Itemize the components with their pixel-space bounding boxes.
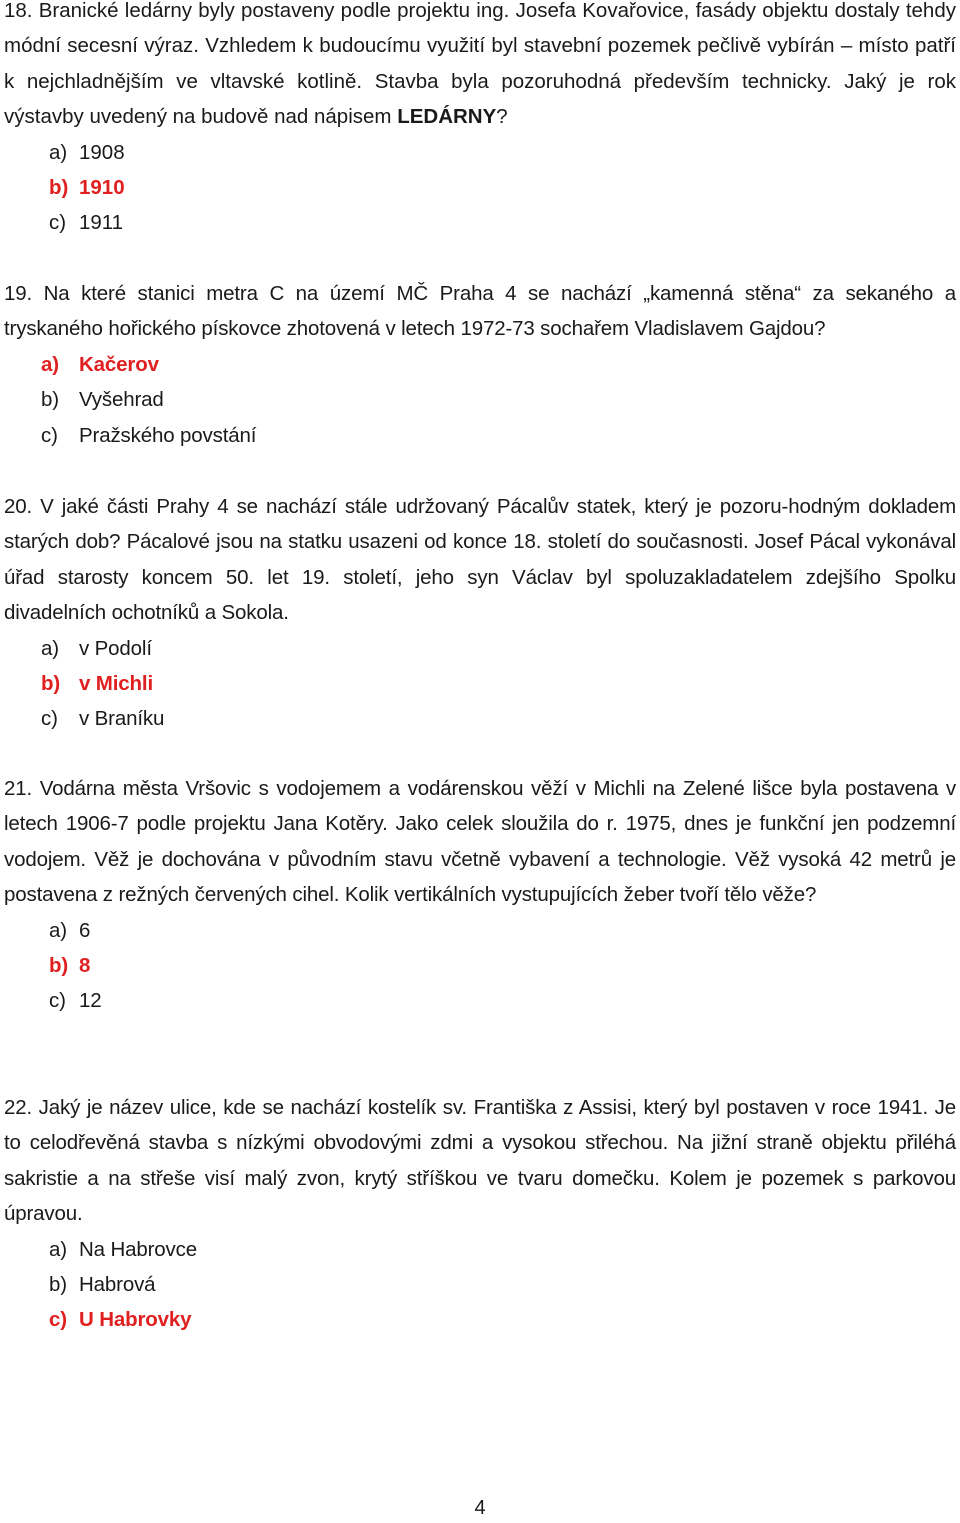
option-letter: b) [41,672,61,696]
question-22 [4,1090,956,1338]
question-21-text: 21. Vodárna města Vršovic s vodojemem a vodárenskou věží v Michli na Zelené lišce byla postavena v letech 1906-7 podle projektu Jana Kotěry. Jako celek sloužila do r. 1975, dnes je funkční jen podzemní vodojem. Věž je dochována v původním stavu včetně vybavení a technologie. Věž vysoká 42 metrů je postavena z režných červených cihel. Kolik vertikálních vystupujících žeber tvoří tělo věže? [4,777,956,907]
option-18-c [4,205,956,240]
option-letter: c) [49,989,66,1013]
question-18-text-main: 18. Branické ledárny byly postaveny podle projektu ing. Josefa Kovařovice, fasády objektu dostaly tehdy módní secesní výraz. Vzhledem k budoucímu využití byl stavební pozemek pečlivě vybírán – místo patří k nejchladnějším ve vltavské kotlině. Stavba byla pozoruhodná především technicky. Jaký je rok výstavby uvedený na budově nad nápisem [4,0,956,129]
option-text: Habrová [79,1273,156,1297]
option-text: v Michli [79,672,153,696]
option-letter: b) [49,1273,67,1297]
question-19-text: 19. Na které stanici metra C na území MČ Praha 4 se nachází „kamenná stěna“ za sekaného a tryskaného hořického pískovce zhotovená v letech 1972-73 sochařem Vladislavem Gajdou? [4,282,956,341]
option-letter: a) [41,636,59,660]
option-22-c-correct [4,1302,956,1337]
option-21-c [4,983,956,1018]
question-18-options [4,135,956,241]
option-20-c [4,701,956,736]
option-text: 1908 [79,140,125,164]
question-19-options [4,347,956,453]
option-19-a-correct [4,347,956,382]
option-letter: a) [49,140,68,164]
question-22-options [4,1232,956,1338]
option-19-c [4,418,956,453]
option-18-b-correct [4,170,956,205]
option-text: Kačerov [79,352,159,376]
option-text: Na Habrovce [79,1237,197,1261]
option-letter: c) [41,423,58,447]
page-number: 4 [474,1497,486,1519]
question-20 [4,489,956,737]
option-letter: b) [49,176,69,200]
question-21 [4,771,956,1019]
option-letter: b) [49,954,69,978]
option-letter: a) [49,918,67,942]
option-letter: c) [49,211,67,235]
option-19-b [4,382,956,417]
question-18-question-mark: ? [496,105,508,129]
question-20-options [4,631,956,737]
option-text: v Podolí [79,636,152,660]
option-text: 6 [79,918,91,942]
option-letter: c) [49,1308,67,1332]
option-text: v Braníku [79,707,165,731]
question-20-text: 20. V jaké části Prahy 4 se nachází stále udržovaný Pácalův statek, který je pozoru-hodným dokladem starých dob? Pácalové jsou na statku usazeni od konce 18. století do současnosti. Josef Pácal vykonával úřad starosty koncem 50. let 19. století, jeho syn Václav byl spoluzakladatelem zdejšího Spolku divadelních ochotníků a Sokola. [4,495,956,625]
option-letter: a) [41,352,59,376]
option-21-a [4,913,956,948]
option-text: 12 [79,989,102,1013]
option-20-b-correct [4,666,956,701]
question-19 [4,276,956,453]
option-21-b-correct [4,948,956,983]
option-text: 1910 [79,176,125,200]
question-18-bold-word: LEDÁRNY [397,105,497,129]
option-text: 1911 [79,211,124,235]
option-text: U Habrovky [79,1308,192,1332]
option-18-a [4,135,956,170]
option-20-a [4,631,956,666]
question-18 [4,0,956,241]
question-18-text [4,0,956,135]
option-letter: a) [49,1237,67,1261]
option-text: Pražského povstání [79,423,257,447]
question-21-options [4,913,956,1019]
option-text: 8 [79,954,91,978]
question-22-text: 22. Jaký je název ulice, kde se nachází kostelík sv. Františka z Assisi, který byl postaven v roce 1941. Je to celodřevěná stavba s nízkými obvodovými zdmi a vysokou střechou. Na jižní straně objektu přiléhá sakristie a na střeše visí malý zvon, krytý stříškou ve tvaru domečku. Kolem je pozemek s parkovou úpravou. [4,1096,956,1226]
option-text: Vyšehrad [79,388,164,412]
option-letter: b) [41,388,59,412]
option-22-a [4,1232,956,1267]
option-22-b [4,1267,956,1302]
option-letter: c) [41,707,58,731]
